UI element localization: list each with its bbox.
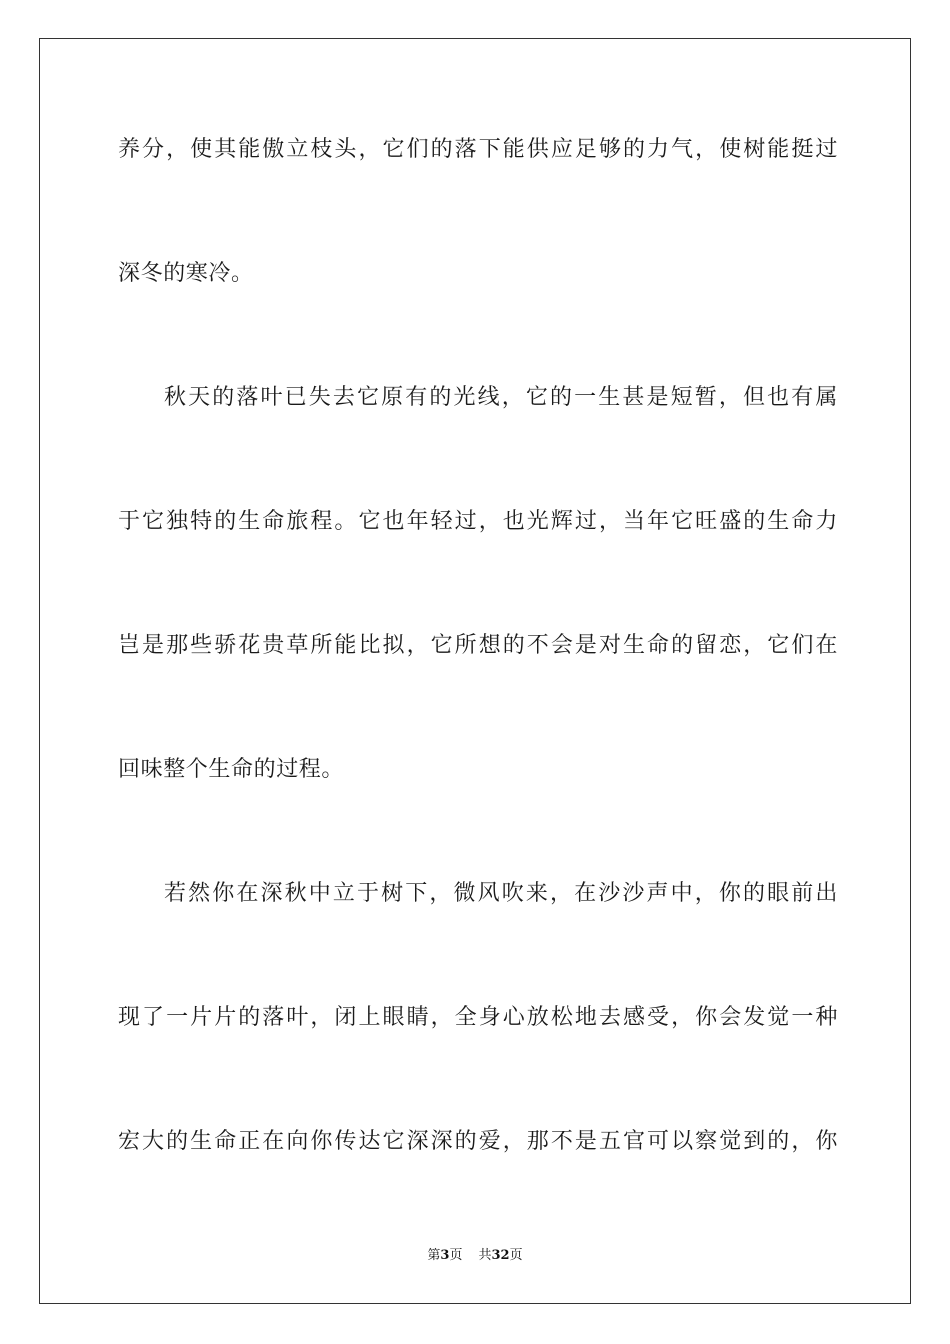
page-prefix: 第 [427,1248,441,1263]
paragraph-first-line: 秋天的落叶已失去它原有的光线，它的一生甚是短暂，但也有属 [164,385,838,410]
current-page-number: 3 [440,1248,450,1263]
text-line: 于它独特的生命旅程。它也年轻过，也光辉过，当年它旺盛的生命力 [118,509,838,534]
total-page-number: 32 [491,1248,510,1263]
text-line: 岂是那些骄花贵草所能比拟，它所想的不会是对生命的留恋，它们在 [118,633,838,658]
page-suffix: 页 [449,1248,463,1263]
page-border [39,38,911,1304]
text-line: 深冬的寒冷。 [118,261,254,286]
text-line: 回味整个生命的过程。 [118,757,345,782]
text-line: 养分，使其能傲立枝头，它们的落下能供应足够的力气，使树能挺过 [118,137,838,162]
total-prefix: 共 [478,1248,492,1263]
page-footer [0,1247,950,1265]
total-suffix: 页 [509,1248,523,1263]
text-line: 宏大的生命正在向你传达它深深的爱，那不是五官可以察觉到的，你 [118,1129,838,1154]
text-line: 现了一片片的落叶，闭上眼睛，全身心放松地去感受，你会发觉一种 [118,1005,838,1030]
paragraph-first-line: 若然你在深秋中立于树下，微风吹来，在沙沙声中，你的眼前出 [164,881,838,906]
